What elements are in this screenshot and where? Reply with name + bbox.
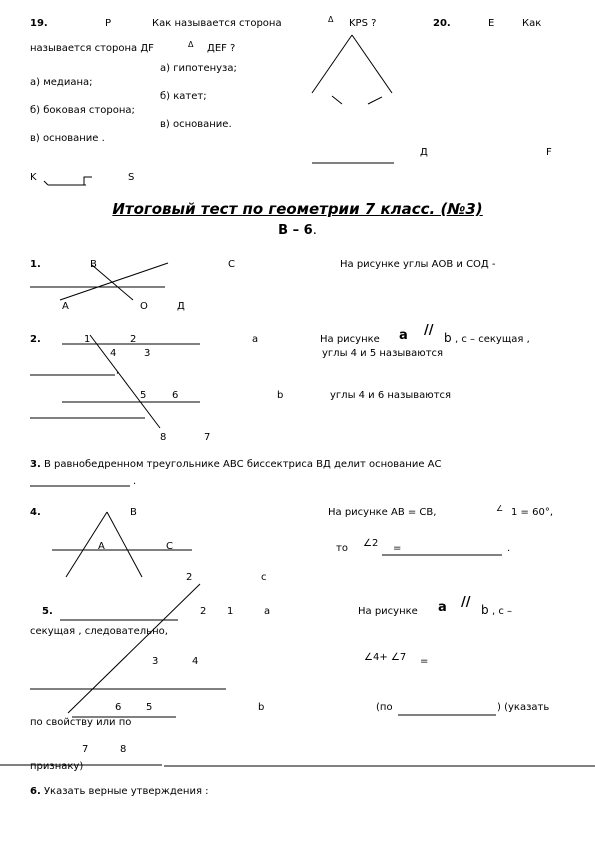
q1-label-a: А: [62, 301, 69, 312]
q19-question: Как называется сторона: [152, 18, 282, 29]
q2-text-1: На рисунке: [320, 334, 380, 345]
q5-line-label-b: b: [258, 702, 265, 713]
q19-label-k: K: [30, 172, 37, 183]
q4-label-a: А: [98, 541, 105, 552]
q20-question-part2: называется сторона ДF: [30, 43, 154, 54]
q20-label-d: Д: [420, 147, 428, 158]
q5-line-label-a: а: [264, 606, 271, 617]
q2-a-big: а: [399, 328, 408, 343]
q20-tick-left: [332, 96, 342, 104]
q4-to: то: [336, 543, 348, 554]
q20-triangle-sign: Δ: [188, 40, 194, 49]
q5-b-big: b: [481, 603, 489, 617]
q5-angle-4: 4: [192, 656, 199, 667]
q20-triangle-side-left: [312, 35, 352, 93]
q1-label-d: Д: [177, 301, 185, 312]
q2-angle-6: 6: [172, 390, 179, 401]
q1-number: 1.: [30, 259, 41, 270]
q5-secant: [68, 584, 200, 713]
q2-text-1b: , с – секущая ,: [455, 334, 530, 345]
q5-parallel-sign: //: [461, 595, 471, 610]
q5-text-1: На рисунке: [358, 606, 418, 617]
q5-angle-2-top: 2: [186, 572, 193, 583]
q1-line-ascending: [60, 263, 168, 300]
q6-statement: 6. Указать верные утверждения :: [30, 786, 209, 797]
q19-triangle-sign: Δ: [328, 15, 334, 24]
q2-parallel-sign: //: [424, 323, 434, 338]
q1-label-c: С: [228, 259, 235, 270]
q2-line-label-b: b: [277, 390, 284, 401]
q19-right-angle-mark: [84, 177, 92, 185]
q2-text-2: углы 4 и 5 называются: [322, 348, 444, 359]
q5-text-2: секущая , следовательно,: [30, 626, 168, 637]
q19-label-p: Р: [105, 18, 112, 29]
q2-angle-8: 8: [160, 432, 167, 443]
q19-option-b: б) боковая сторона;: [30, 105, 135, 116]
q5-angle-2: 2: [200, 606, 207, 617]
q1-label-b: В: [90, 259, 97, 270]
q4-dot: .: [507, 543, 511, 554]
q4-text-1: На рисунке АВ = СВ,: [328, 507, 437, 518]
q4-equals: =: [393, 543, 402, 554]
page-title: Итоговый тест по геометрии 7 класс. (№3): [112, 200, 483, 218]
variant-title: В – 6.: [278, 223, 317, 238]
q4-angle-2: ∠2: [363, 538, 379, 549]
q4-label-b: В: [130, 507, 137, 518]
q2-angle-7: 7: [204, 432, 211, 443]
q5-line-label-c: с: [261, 572, 267, 583]
q19-base-tick: [44, 181, 48, 185]
q5-angle-7: 7: [82, 744, 89, 755]
q5-angle-sum: ∠4+ ∠7: [364, 652, 407, 663]
q5-po: (по: [376, 702, 393, 713]
q5-angle-8: 8: [120, 744, 127, 755]
q1-line-descending: [92, 265, 133, 300]
q5-text-3: по свойству или по: [30, 717, 132, 728]
q2-b-big: b: [444, 331, 452, 345]
q1-text: На рисунке углы АОВ и СОД -: [340, 259, 496, 270]
q5-angle-3: 3: [152, 656, 159, 667]
q20-option-a: а) гипотенуза;: [160, 63, 237, 74]
q2-comma: ,: [116, 365, 120, 376]
q19-number: 19.: [30, 18, 48, 29]
q20-label-f: F: [546, 147, 552, 158]
q1-label-o: О: [140, 301, 148, 312]
q20-def: ДEF ?: [207, 43, 236, 54]
q19-label-s: S: [128, 172, 135, 183]
q5-ukazat: ) (указать: [497, 702, 550, 713]
q19-option-a: а) медиана;: [30, 77, 93, 88]
q20-question-part1: Как: [522, 18, 542, 29]
q2-angle-5: 5: [140, 390, 147, 401]
q20-option-c: в) основание.: [160, 119, 232, 130]
q2-number: 2.: [30, 334, 41, 345]
q2-angle-3: 3: [144, 348, 151, 359]
q4-triangle-side-right: [107, 512, 142, 577]
q20-tick-right: [368, 97, 382, 104]
q5-angle-1: 1: [227, 606, 234, 617]
q4-label-c: С: [166, 541, 173, 552]
q4-text-1b: 1 = 60°,: [511, 507, 554, 518]
q2-angle-2: 2: [130, 334, 137, 345]
q5-number: 5.: [42, 606, 53, 617]
q5-a-big: а: [438, 600, 447, 615]
q20-option-b: б) катет;: [160, 91, 207, 102]
q2-angle-1: 1: [84, 334, 91, 345]
q5-angle-5: 5: [146, 702, 153, 713]
q4-angle-sign: ∠: [496, 504, 504, 513]
q4-number: 4.: [30, 507, 41, 518]
q3-statement: 3. В равнобедренном треугольнике АВС биссектриса ВД делит основание АС: [30, 459, 442, 470]
q3-dot: .: [133, 476, 137, 487]
q5-angle-6: 6: [115, 702, 122, 713]
q20-number: 20.: [433, 18, 451, 29]
q19-kps: KPS ?: [349, 18, 377, 29]
q2-text-3: углы 4 и 6 называются: [330, 390, 452, 401]
q2-angle-4: 4: [110, 348, 117, 359]
q2-line-label-a: а: [252, 334, 259, 345]
q19-option-c: в) основание .: [30, 133, 105, 144]
q20-triangle-side-right: [352, 35, 392, 93]
q20-label-e: Е: [488, 18, 495, 29]
q5-text-1b: , с –: [492, 606, 513, 617]
q5-text-4: признаку): [30, 761, 84, 772]
q5-equals: =: [420, 656, 429, 667]
